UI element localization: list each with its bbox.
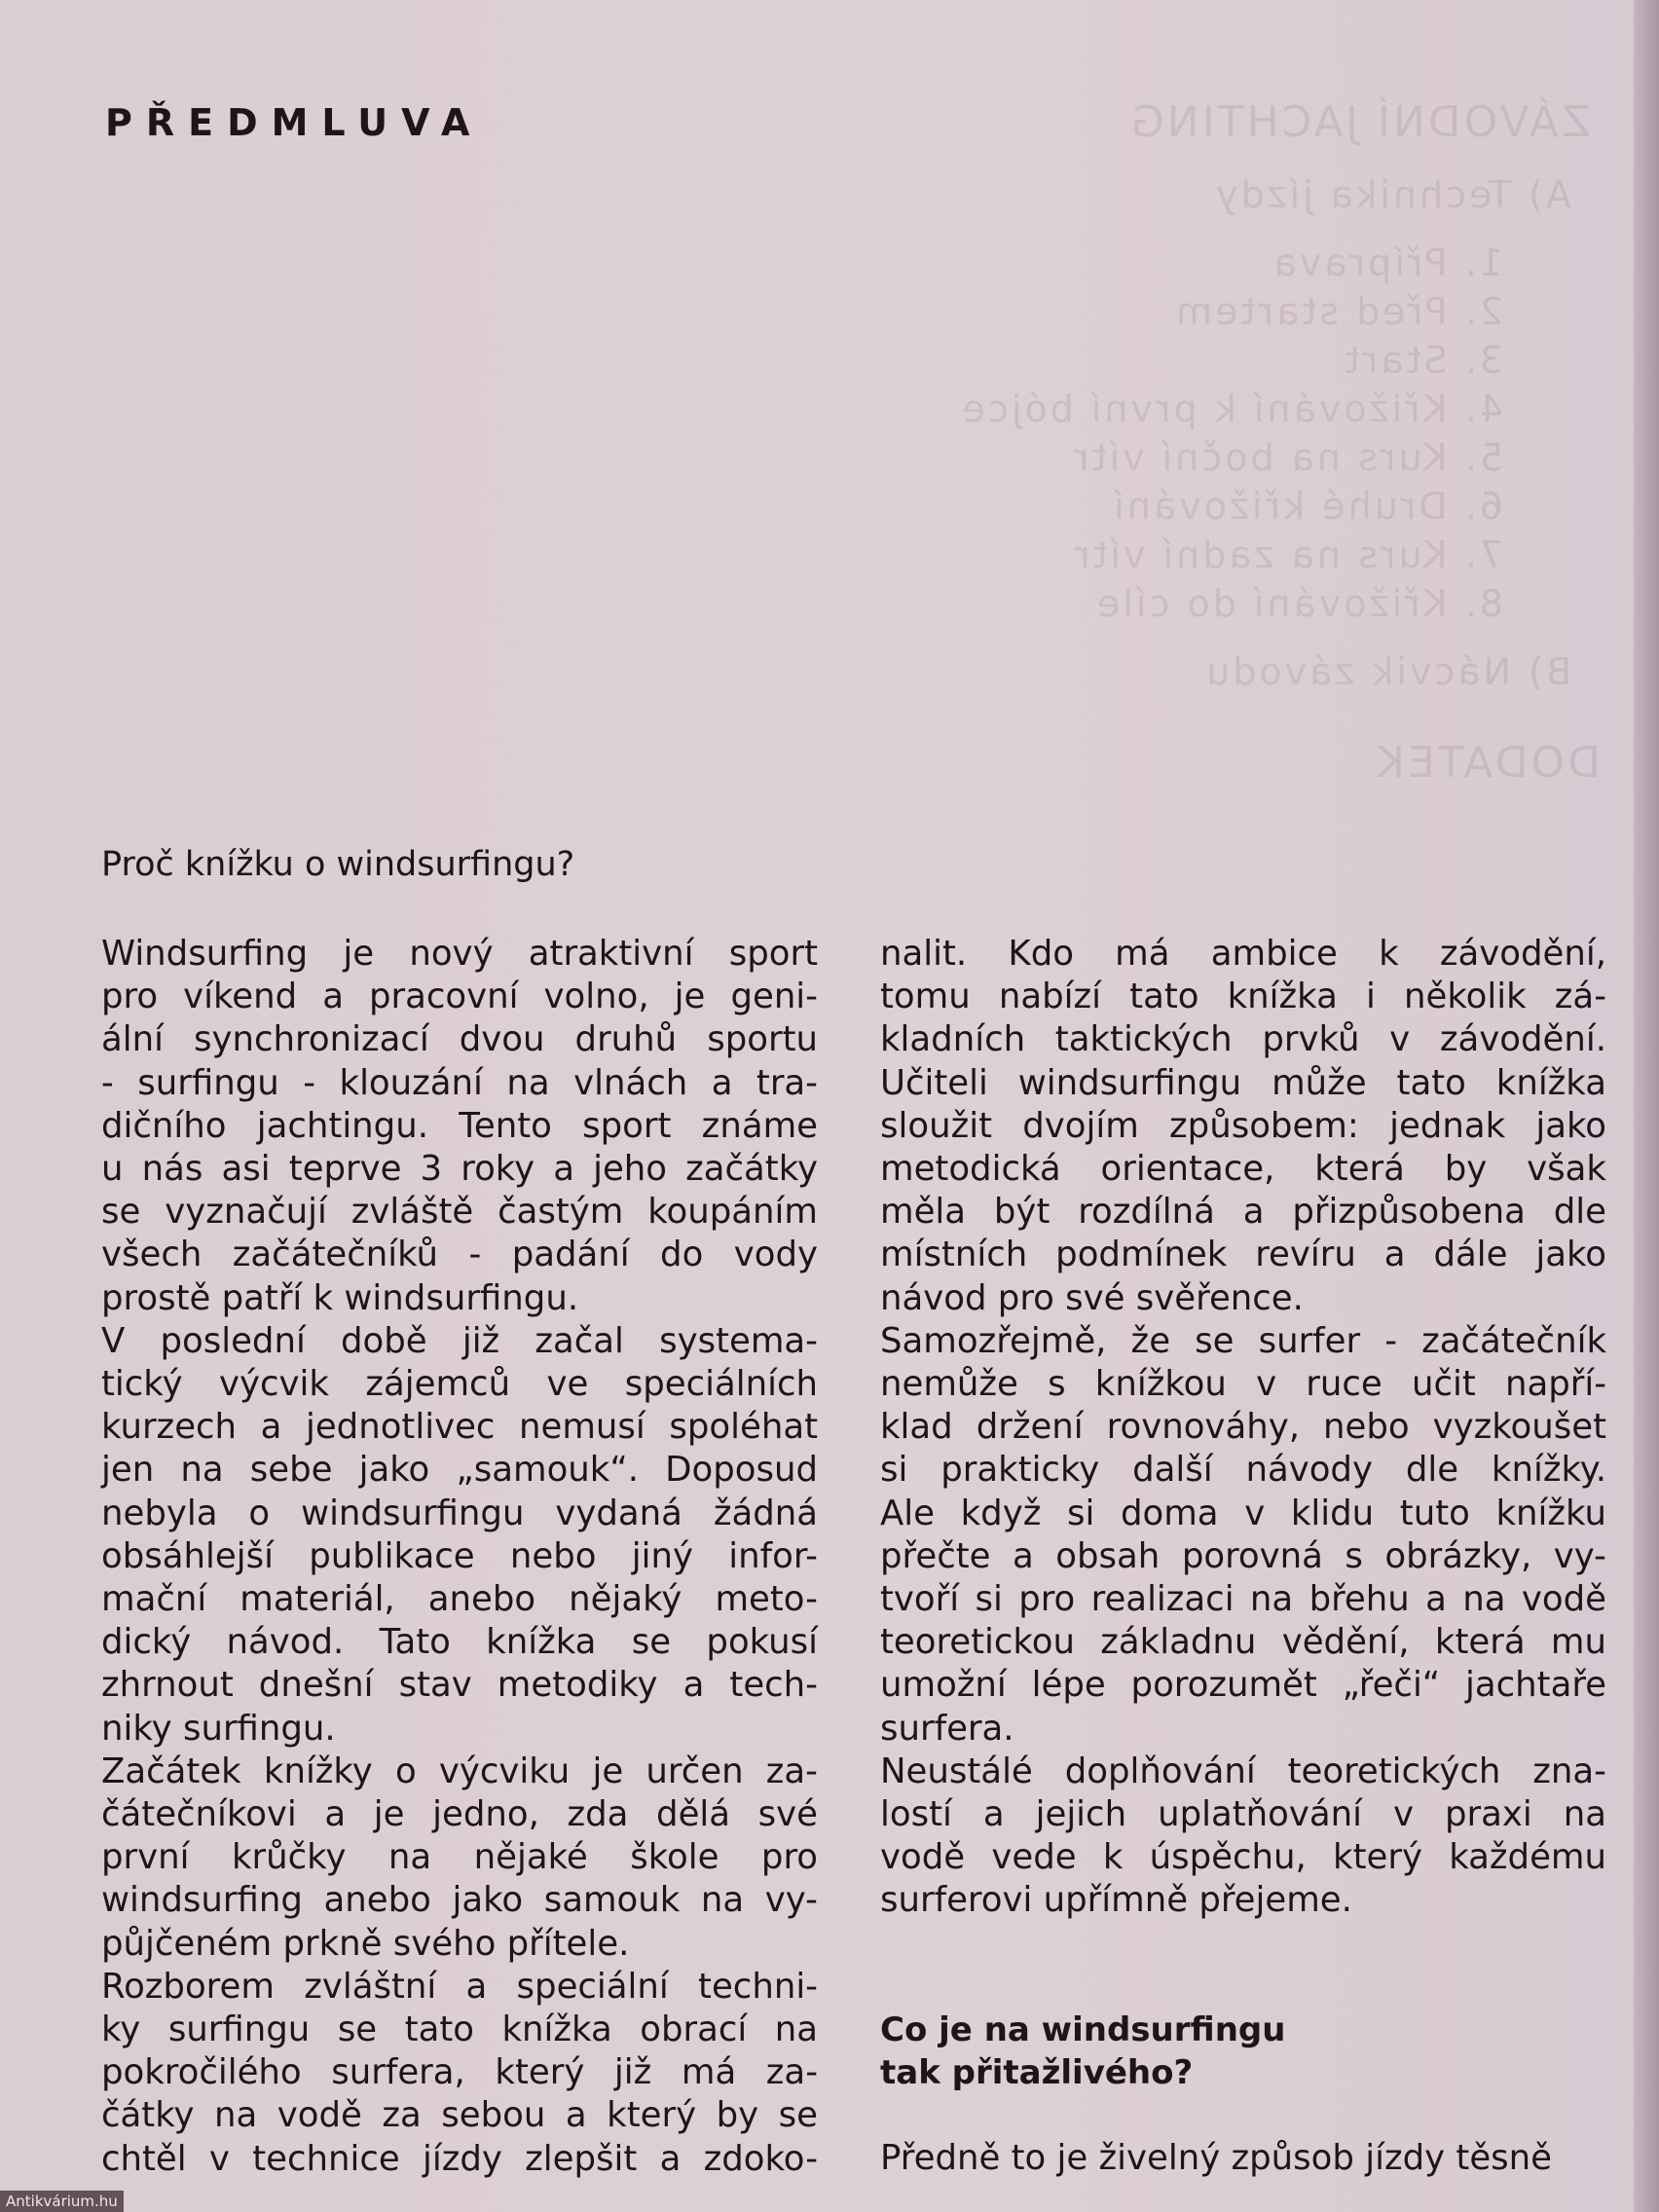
text-line: první krůčky na nějaké škole pro <box>101 1837 818 1878</box>
text-line: Windsurfing je nový atraktivní sport <box>101 934 818 974</box>
page-edge-shadow <box>1634 0 1659 2212</box>
paragraph-gap <box>880 1966 1606 2009</box>
text-line: čátečníkovi a je jedno, zda dělá své <box>101 1794 818 1835</box>
text-line: u nás asi teprve 3 roky a jeho začátky <box>101 1149 818 1190</box>
text-line: surferovi upřímně přejeme. <box>880 1880 1352 1921</box>
text-line: všech začátečníků - padání do vody <box>101 1235 818 1275</box>
text-line: ální synchronizací dvou druhů sportu <box>101 1019 818 1060</box>
text-line: V poslední době již začal systema- <box>101 1320 818 1361</box>
paragraph-gap <box>880 2094 1606 2137</box>
text-line: teoretickou základnu vědění, která mu <box>880 1622 1606 1663</box>
text-line: metodická orientace, která by však <box>880 1149 1606 1190</box>
text-line: Neustálé doplňování teoretických zna- <box>880 1751 1606 1791</box>
text-line: si prakticky další návody dle knížky. <box>880 1450 1606 1491</box>
text-line: tomu nabízí tato knížka i několik zá- <box>880 977 1606 1017</box>
text-line: návod pro své svěřence. <box>880 1277 1304 1318</box>
paragraph-gap <box>880 1923 1606 1966</box>
text-line: měla být rozdílná a přizpůsobena dle <box>880 1192 1606 1233</box>
text-line: kladních taktických prvků v závodění. <box>880 1019 1606 1060</box>
text-line: tvoří si pro realizaci na břehu a na vodě <box>880 1579 1606 1620</box>
text-line: půjčeném prkně svého přítele. <box>101 1923 630 1964</box>
text-line: prostě patří k windsurfingu. <box>101 1277 579 1318</box>
ghost-line: 7. Kurs na zadní vítr <box>1071 534 1503 576</box>
text-line: lostí a jejich uplatňování v praxi na <box>880 1794 1606 1835</box>
text-line: jen na sebe jako „samouk“. Doposud <box>101 1450 818 1491</box>
ghost-line: 2. Před startem <box>1173 290 1503 333</box>
text-line: čátky na vodě za sebou a který by se <box>101 2095 818 2136</box>
section-heading: tak přitažlivého? <box>880 2052 1194 2092</box>
text-line: obsáhlejší publikace nebo jiný infor- <box>101 1535 818 1576</box>
text-line: vodě vede k úspěchu, který každému <box>880 1837 1606 1878</box>
ghost-line: DODATEK <box>1374 738 1601 788</box>
text-line: Samozřejmě, že se surfer - začátečník <box>880 1320 1606 1361</box>
text-line: Učiteli windsurfingu může tato knížka <box>880 1062 1606 1103</box>
text-line: pro víkend a pracovní volno, je geni- <box>101 977 818 1017</box>
section-subtitle: Proč knížku o windsurfingu? <box>101 845 575 884</box>
text-line: nemůže s knížkou v ruce učit napří- <box>880 1364 1606 1405</box>
left-column <box>101 933 818 2181</box>
ghost-line: 3. Start <box>1342 339 1503 382</box>
ghost-line: 6. Druhé křižování <box>1111 485 1503 528</box>
ghost-line: 5. Kurs na boční vítr <box>1071 436 1503 479</box>
text-line: sloužit dvojím způsobem: jednak jako <box>880 1105 1606 1146</box>
text-line: windsurfing anebo jako samouk na vy- <box>101 1880 818 1921</box>
text-line: tický výcvik zájemců ve speciálních <box>101 1364 818 1405</box>
ghost-line: ZÁVODNÍ JACHTING <box>1127 97 1591 147</box>
text-line: přečte a obsah porovná s obrázky, vy- <box>880 1535 1606 1576</box>
text-line: kurzech a jednotlivec nemusí spoléhat <box>101 1407 818 1448</box>
ghost-line: 8. Křižování do cíle <box>1094 582 1503 625</box>
text-line: nalit. Kdo má ambice k závodění, <box>880 934 1606 974</box>
text-line: pokročilého surfera, který již má za- <box>101 2052 818 2093</box>
text-line: Rozborem zvláštní a speciální techni- <box>101 1966 818 2007</box>
ghost-line: 1. Příprava <box>1271 241 1503 284</box>
text-line: dičního jachtingu. Tento sport známe <box>101 1105 818 1146</box>
section-heading: Co je na windsurfingu <box>880 2009 1286 2049</box>
text-line: dický návod. Tato knížka se pokusí <box>101 1622 818 1663</box>
text-line: Začátek knížky o výcviku je určen za- <box>101 1751 818 1791</box>
text-line: - surfingu - klouzání na vlnách a tra- <box>101 1062 818 1103</box>
text-line: niky surfingu. <box>101 1708 336 1749</box>
text-line: surfera. <box>880 1708 1014 1749</box>
text-line: se vyznačují zvláště častým koupáním <box>101 1192 818 1233</box>
ghost-line: 4. Křižování k první bójce <box>959 387 1503 430</box>
text-line: Předně to je živelný způsob jízdy těsně <box>880 2138 1552 2179</box>
text-line: zhrnout dnešní stav metodiky a tech- <box>101 1665 818 1706</box>
text-line: místních podmínek revíru a dále jako <box>880 1235 1606 1275</box>
text-line: umožní lépe porozumět „řeči“ jachtaře <box>880 1665 1606 1706</box>
page-title: PŘEDMLUVA <box>105 101 484 144</box>
text-line: nebyla o windsurfingu vydaná žádná <box>101 1493 818 1533</box>
ghost-line: B) Nácvik závodu <box>1203 650 1571 693</box>
text-line: chtěl v technice jízdy zlepšit a zdoko- <box>101 2138 818 2179</box>
text-line: ky surfingu se tato knížka obrací na <box>101 2009 818 2050</box>
text-line: mační materiál, anebo nějaký meto- <box>101 1579 818 1620</box>
text-line: Ale když si doma v klidu tuto knížku <box>880 1493 1606 1533</box>
text-line: klad držení rovnováhy, nebo vyzkoušet <box>880 1407 1606 1448</box>
ghost-line: A) Technika jízdy <box>1212 173 1571 216</box>
watermark: Antikvárium.hu <box>0 2191 124 2212</box>
right-column <box>880 933 1606 2180</box>
